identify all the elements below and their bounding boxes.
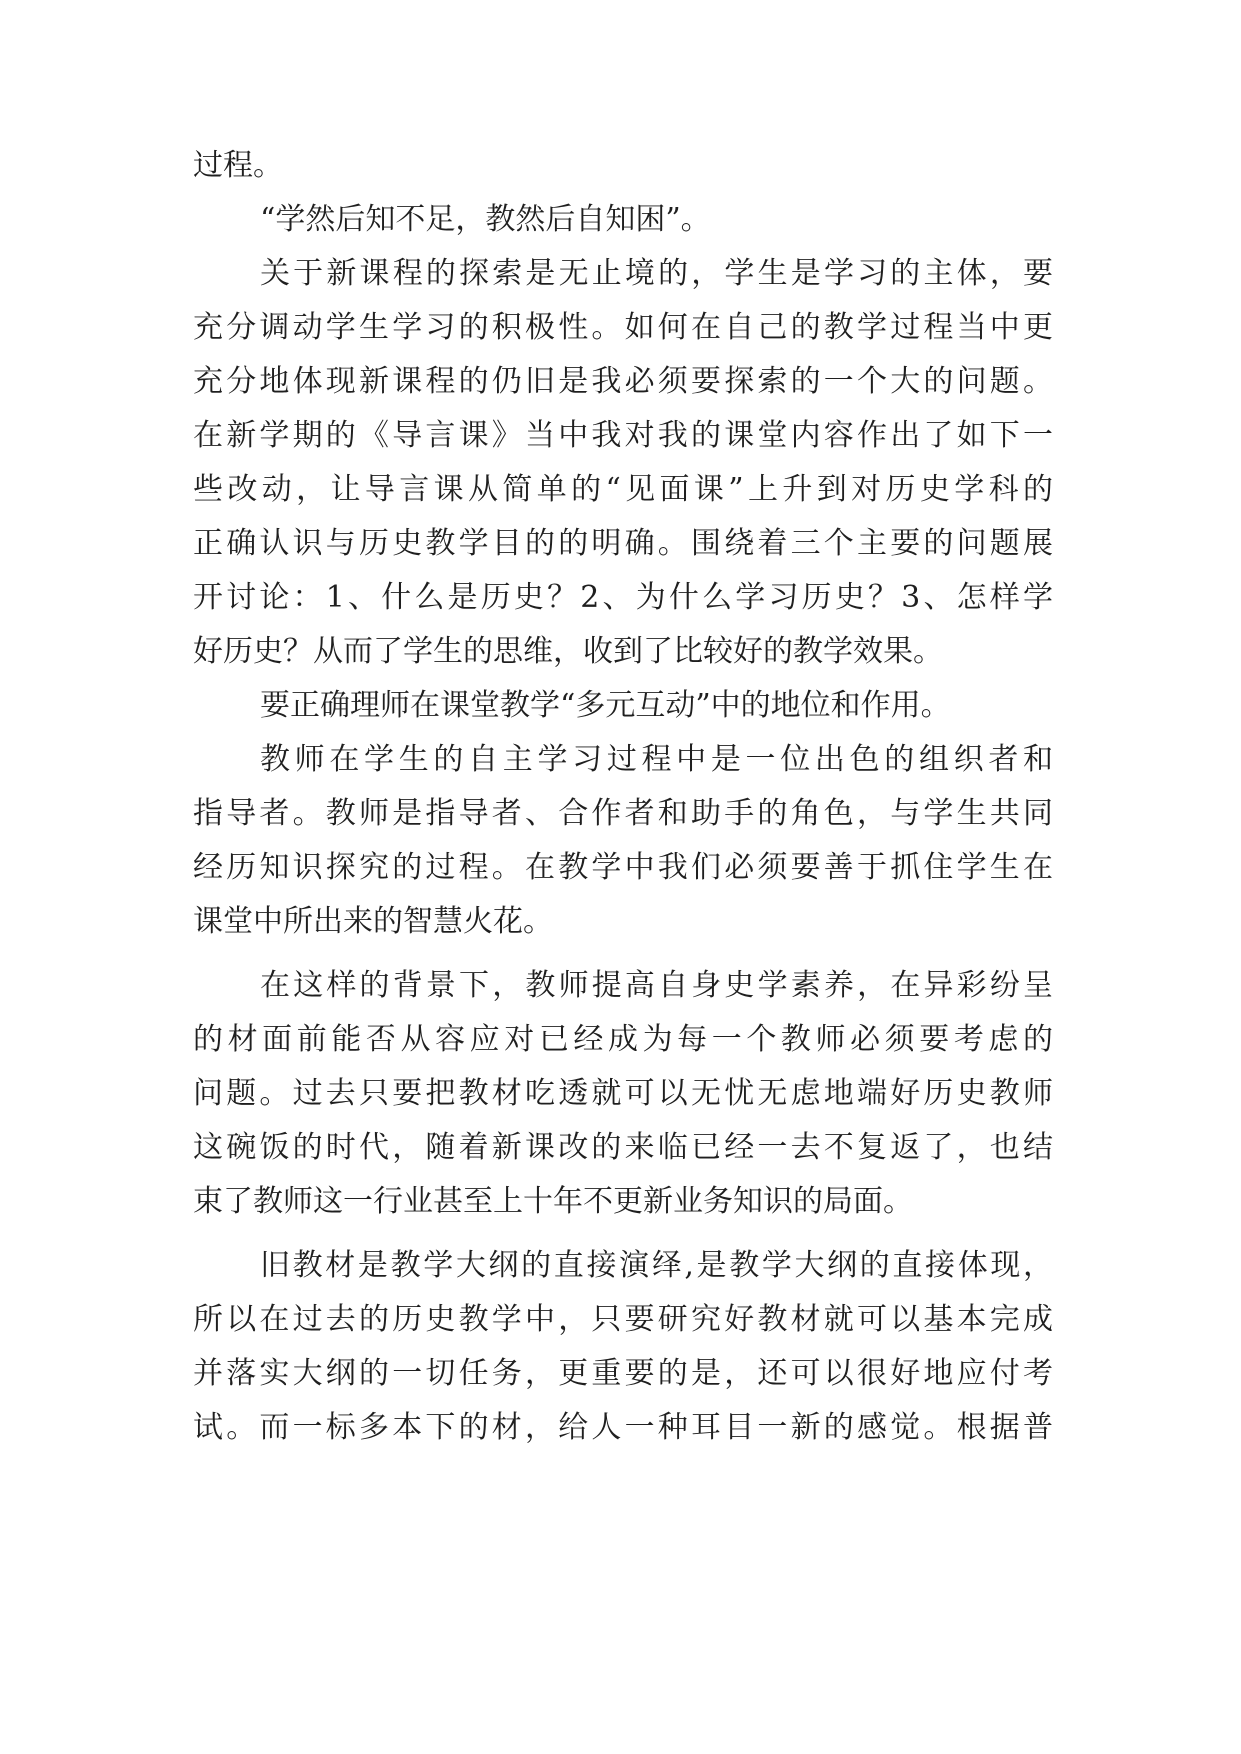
text-line: 在这样的背景下，教师提高自身史学素养，在异彩纷呈: [260, 968, 1053, 1003]
text-line: 课堂中所出来的智慧火花。: [193, 904, 553, 939]
text-line: 所以在过去的历史教学中，只要研究好教材就可以基本完成: [193, 1302, 1053, 1337]
text-line: 并落实大纲的一切任务，更重要的是，还可以很好地应付考: [193, 1356, 1053, 1391]
text-line: 开讨论：1、什么是历史？2、为什么学习历史？3、怎样学: [193, 580, 1053, 615]
text-line: 要正确理师在课堂教学“多元互动”中的地位和作用。: [260, 688, 951, 723]
text-line: 指导者。教师是指导者、合作者和助手的角色，与学生共同: [193, 796, 1053, 831]
text-line: 在新学期的《导言课》当中我对我的课堂内容作出了如下一: [193, 418, 1053, 453]
text-line: 过程。: [193, 148, 283, 183]
text-line: 教师在学生的自主学习过程中是一位出色的组织者和: [260, 742, 1053, 777]
text-line: 试。而一标多本下的材，给人一种耳目一新的感觉。根据普: [193, 1410, 1053, 1445]
text-line: 旧教材是教学大纲的直接演绎,是教学大纲的直接体现，: [260, 1248, 1053, 1283]
text-line: 这碗饭的时代，随着新课改的来临已经一去不复返了，也结: [193, 1130, 1053, 1165]
text-line: 正确认识与历史教学目的的明确。围绕着三个主要的问题展: [193, 526, 1053, 561]
text-line: 经历知识探究的过程。在教学中我们必须要善于抓住学生在: [193, 850, 1053, 885]
text-line: 些改动，让导言课从简单的“见面课”上升到对历史学科的: [193, 472, 1053, 507]
text-line: 的材面前能否从容应对已经成为每一个教师必须要考虑的: [193, 1022, 1053, 1057]
text-line: 关于新课程的探索是无止境的，学生是学习的主体，要: [260, 256, 1053, 291]
text-line: 充分调动学生学习的积极性。如何在自己的教学过程当中更: [193, 310, 1053, 345]
text-line: 束了教师这一行业甚至上十年不更新业务知识的局面。: [193, 1184, 913, 1219]
text-line: 问题。过去只要把教材吃透就可以无忧无虑地端好历史教师: [193, 1076, 1053, 1111]
text-line: 充分地体现新课程的仍旧是我必须要探索的一个大的问题。: [193, 364, 1053, 399]
text-line: “学然后知不足，教然后自知困”。: [260, 202, 711, 237]
text-line: 好历史？从而了学生的思维，收到了比较好的教学效果。: [193, 634, 943, 669]
